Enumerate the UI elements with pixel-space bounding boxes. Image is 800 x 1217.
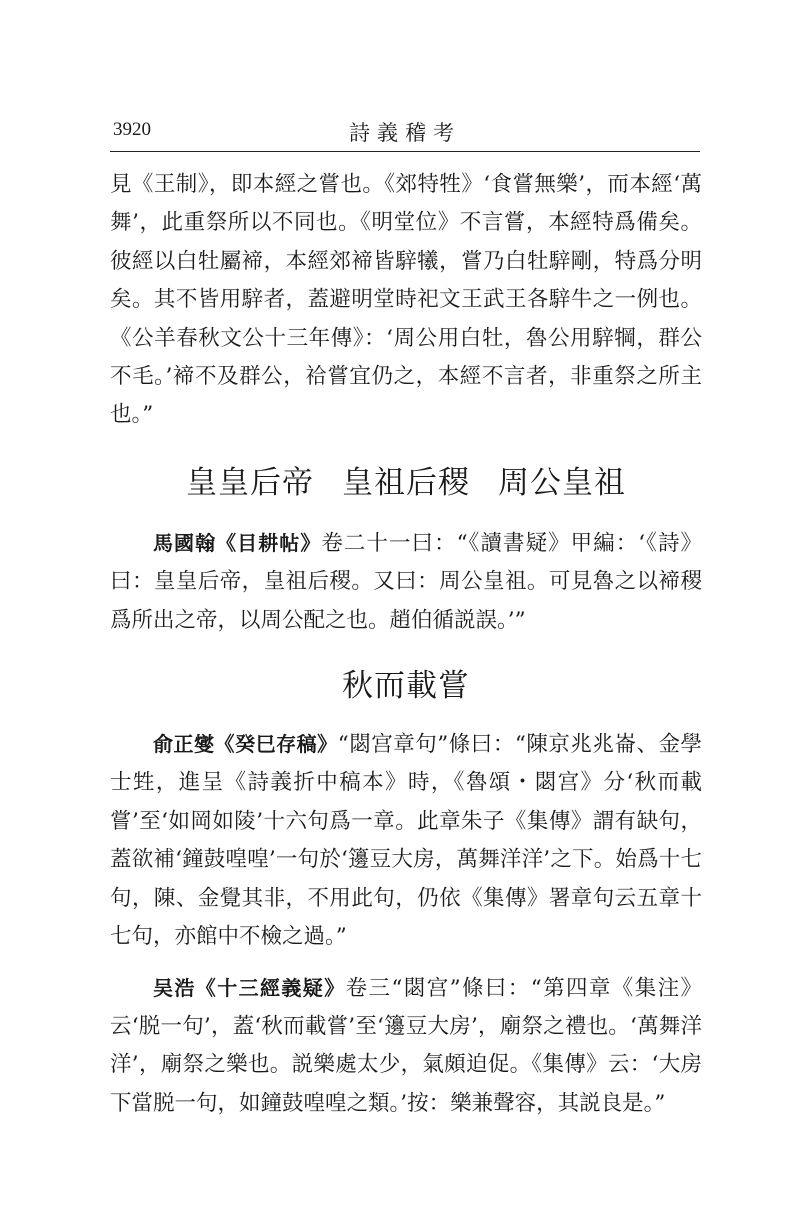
- entry-text: 卷三“閟宫”條曰：“第四章《集注》云‘脱一句’，蓋‘秋而載嘗’至‘籩豆大房’，廟祭之禮也。‘萬舞洋洋’，廟祭之樂也。説樂處太少，氣頗迫促。《集傳》云：‘大房下當脱一句，如鐘鼓喤喤之類。’按：樂兼聲容，其説良是。”: [110, 975, 702, 1116]
- page-body: [110, 166, 702, 1123]
- heading-part-1: 皇皇后帝: [186, 464, 314, 501]
- entry-ma-guohan: [110, 524, 702, 640]
- entry-text: 卷二十一曰：“《讀書疑》甲編：‘《詩》曰：皇皇后帝，皇祖后稷。又曰：周公皇祖。可見魯之以褅稷爲所出之帝，以周公配之也。趙伯循説誤。’”: [110, 530, 703, 633]
- entry-author: 吴浩《十三經義疑》: [153, 975, 346, 1000]
- entry-wu-hao: [110, 969, 702, 1124]
- heading-part-2: 皇祖后稷: [342, 464, 470, 501]
- heading-part-3: 周公皇祖: [498, 464, 626, 501]
- entry-text: “閟宫章句”條曰：“陳京兆兆崙、金學士甡，進呈《詩義折中稿本》時，《魯頌・閟宫》分‘秋而載嘗’至‘如岡如陵’十六句爲一章。此章朱子《集傳》謂有缺句，蓋欲補‘鐘鼓喤喤’一句於‘籩豆大房，萬舞洋洋’之下。始爲十七句，陳、金覺其非，不用此句，仍依《集傳》署章句云五章十七句，亦館中不檢之過。”: [110, 732, 703, 950]
- section-heading-qiuerzaichang: 秋而載嘗: [342, 668, 470, 705]
- running-title: 詩義稽考: [349, 121, 461, 145]
- intro-paragraph: 見《王制》，即本經之嘗也。《郊特牲》‘食嘗無樂’，而本經‘萬舞’，此重祭所以不同也。《明堂位》不言嘗，本經特爲備矣。彼經以白牡屬褅，本經郊褅皆騂犧，嘗乃白牡騂剛，特爲分明矣。其不皆用騂者，蓋避明堂時祀文王武王各騂牛之一例也。《公羊春秋文公十三年傳》：‘周公用白牡，魯公用騂犅，群公不毛。’褅不及群公，祫嘗宜仍之，本經不言者，非重祭之所主也。”: [110, 172, 702, 428]
- page-number: 3920: [113, 119, 151, 140]
- header-rule: [110, 151, 700, 152]
- entry-author: 馬國翰《目耕帖》: [153, 530, 322, 555]
- section-heading-huanghuang: [110, 457, 702, 502]
- entry-author: 俞正燮《癸巳存稿》: [153, 732, 338, 757]
- entry-yu-zhengxie: [110, 725, 702, 956]
- page-header: [110, 113, 700, 153]
